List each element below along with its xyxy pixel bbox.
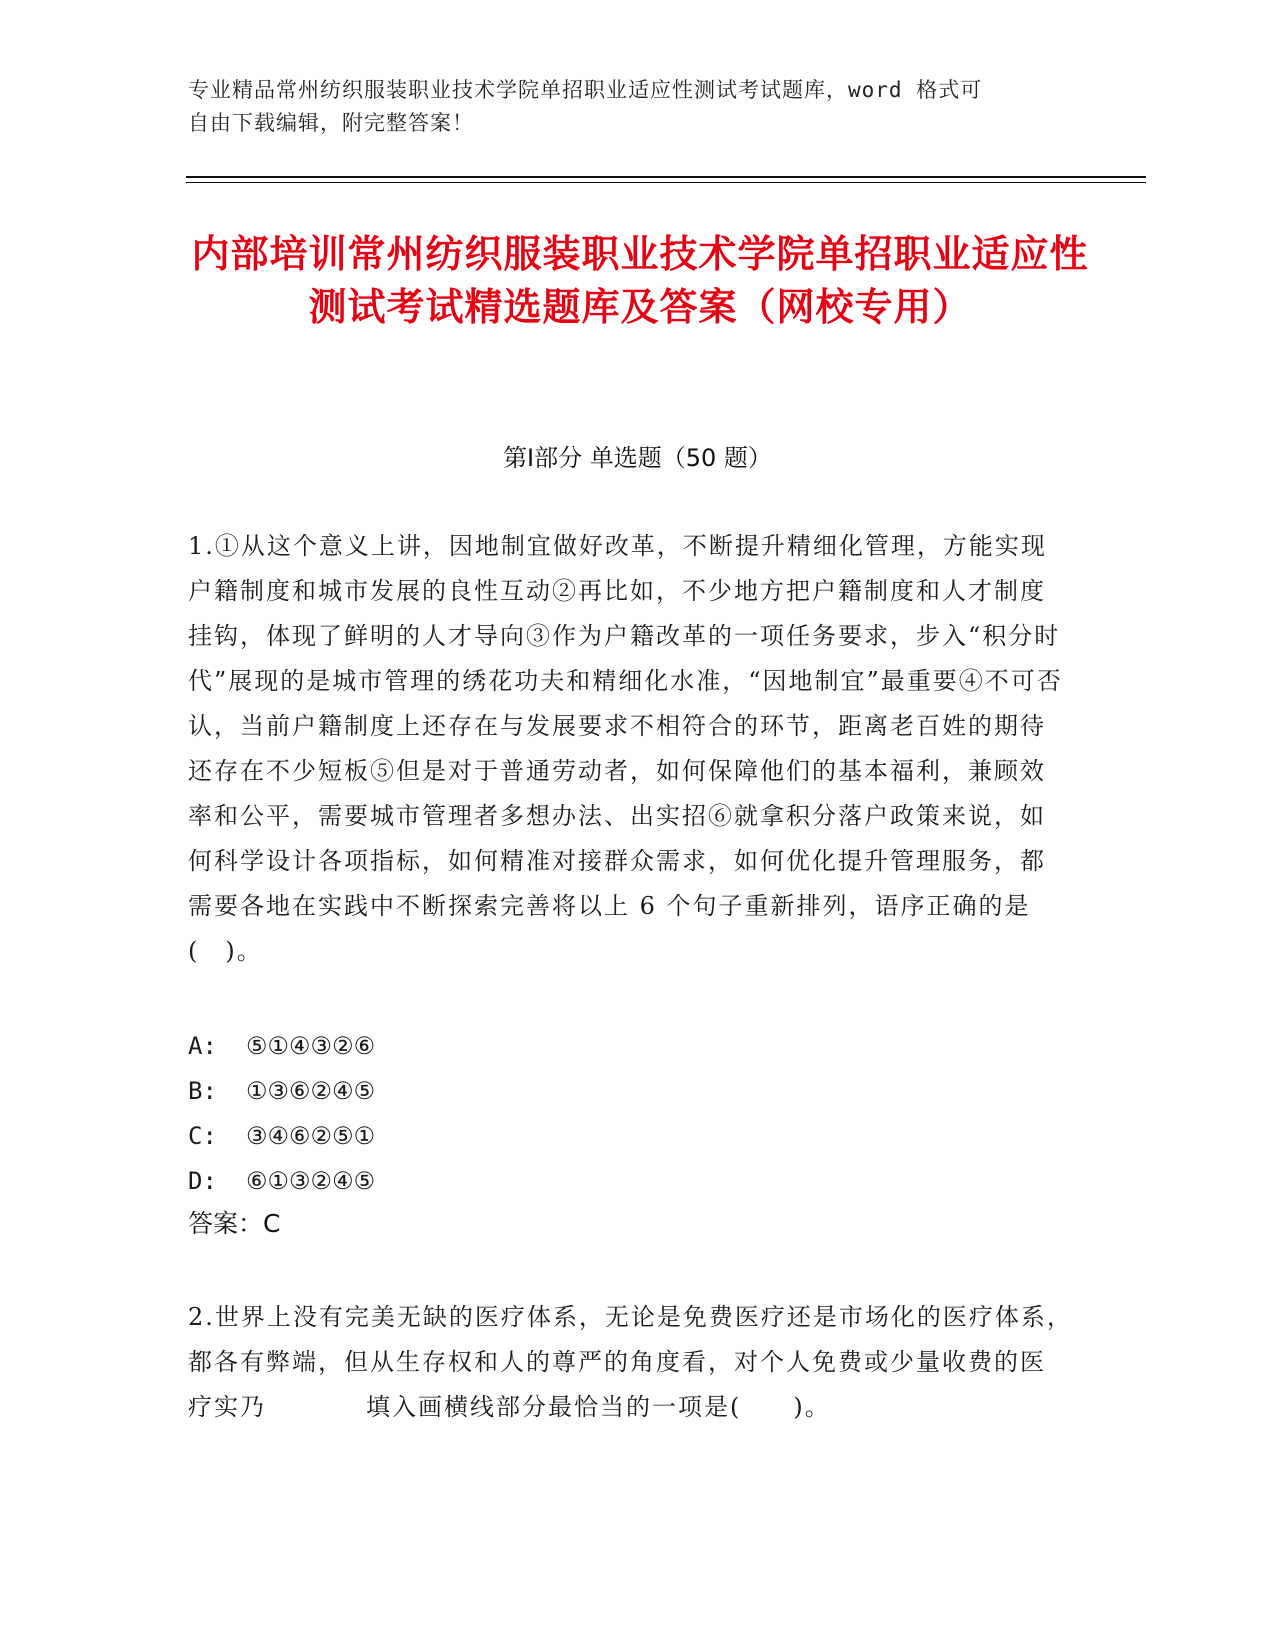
option-c-letter: C: — [188, 1122, 217, 1150]
question-2-stem — [188, 1295, 1087, 1430]
option-b — [188, 1069, 375, 1114]
option-d-value: ⑥①③②④⑤ — [246, 1167, 376, 1195]
question-2-stem-part2: 填入画横线部分最恰当的一项是( )。 — [366, 1393, 831, 1421]
question-1-options — [188, 1024, 375, 1204]
option-a-letter: A: — [188, 1032, 217, 1060]
option-a-value: ⑤①④③②⑥ — [246, 1032, 376, 1060]
header-rule-thin — [186, 182, 1146, 183]
option-c-value: ③④⑥②⑤① — [246, 1122, 376, 1150]
option-a — [188, 1024, 375, 1069]
option-b-letter: B: — [188, 1077, 217, 1105]
header-note-line2: 自由下载编辑，附完整答案！ — [188, 111, 474, 135]
question-1-stem: 1.①从这个意义上讲，因地制宜做好改革，不断提升精细化管理，方能实现户籍制度和城市发展的良性互动②再比如，不少地方把户籍制度和人才制度挂钩，体现了鲜明的人才导向③作为户籍改革的一项任务要求，步入“积分时代”展现的是城市管理的绣花功夫和精细化水准，“因地制宜”最重要④不可否认，当前户籍制度上还存在与发展要求不相符合的环节，距离老百姓的期待还存在不少短板⑤但是对于普通劳动者，如何保障他们的基本福利，兼顾效率和公平，需要城市管理者多想办法、出实招⑥就拿积分落户政策来说，如何科学设计各项指标，如何精准对接群众需求，如何优化提升管理服务，都需要各地在实践中不断探索完善将以上 6 个句子重新排列，语序正确的是( )。 — [188, 532, 1063, 965]
header-rule-thick — [186, 176, 1146, 178]
option-b-value: ①③⑥②④⑤ — [246, 1077, 376, 1105]
document-title: 内部培训常州纺织服装职业技术学院单招职业适应性测试考试精选题库及答案（网校专用） — [191, 232, 1089, 329]
header-note — [188, 74, 1068, 140]
option-d-letter: D: — [188, 1167, 217, 1195]
header-note-line1: 专业精品常州纺织服装职业技术学院单招职业适应性测试考试题库，word 格式可 — [188, 78, 983, 102]
option-d — [188, 1159, 375, 1204]
section-title: 第Ⅰ部分 单选题（50 题） — [503, 444, 772, 472]
question-1-answer: 答案：C — [188, 1209, 281, 1238]
option-c — [188, 1114, 375, 1159]
question-2-stem-part1: 2.世界上没有完美无缺的医疗体系，无论是免费医疗还是市场化的医疗体系， 都各有弊端，但从生存权和人的尊严的角度看，对个人免费或少量收费的医疗实乃 — [188, 1303, 1087, 1421]
